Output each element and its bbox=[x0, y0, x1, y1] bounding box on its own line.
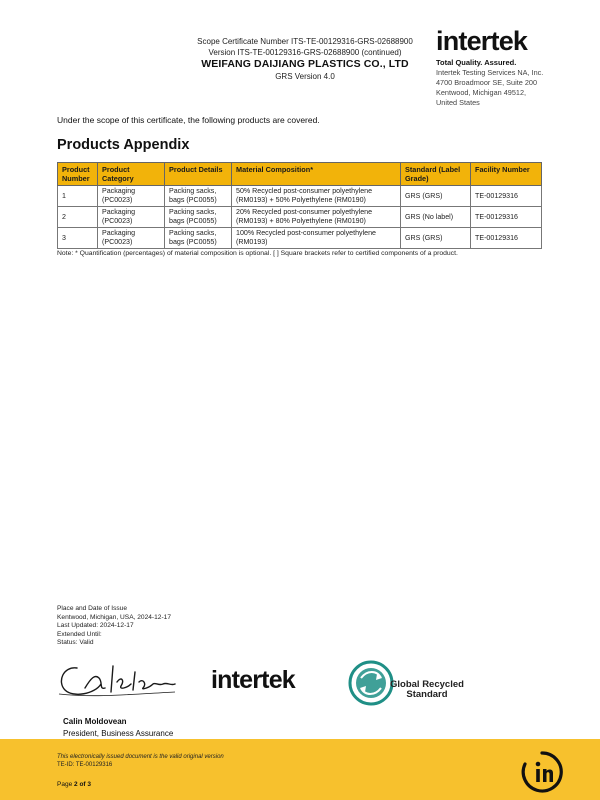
scope-certificate-number: Scope Certificate Number ITS-TE-00129316-GRS-02688900 bbox=[197, 37, 413, 46]
address-line-2: 4700 Broadmoor SE, Suite 200 bbox=[436, 78, 538, 87]
electronic-document-notice: This electronically issued document is the valid original version bbox=[57, 754, 224, 760]
grs-logo-text bbox=[390, 680, 464, 699]
table-row bbox=[58, 186, 542, 207]
cell-facility-number: TE-00129316 bbox=[471, 228, 542, 249]
page-title: Products Appendix bbox=[57, 137, 190, 153]
grs-logo-line-2: Standard bbox=[406, 688, 448, 700]
te-id: TE-ID: TE-00129316 bbox=[57, 762, 113, 768]
status: Status: Valid bbox=[57, 639, 94, 646]
intertek-header-logo bbox=[436, 26, 576, 108]
table-header-row bbox=[58, 163, 542, 186]
address-line-1: Intertek Testing Services NA, Inc. bbox=[436, 68, 544, 77]
cell-material-composition: 100% Recycled post-consumer polyethylene (RM0193) bbox=[232, 228, 401, 249]
company-name: WEIFANG DAIJIANG PLASTICS CO., LTD bbox=[201, 58, 409, 70]
page-current: 2 bbox=[74, 781, 78, 788]
cell-standard: GRS (No label) bbox=[401, 207, 471, 228]
cell-product-number: 3 bbox=[58, 228, 98, 249]
products-table bbox=[57, 162, 542, 249]
issue-info bbox=[57, 605, 171, 648]
column-header-material-composition: Material Composition* bbox=[232, 163, 401, 186]
cell-facility-number: TE-00129316 bbox=[471, 186, 542, 207]
page-prefix: Page bbox=[57, 781, 73, 788]
cell-product-number: 1 bbox=[58, 186, 98, 207]
cell-product-number: 2 bbox=[58, 207, 98, 228]
extended-until: Extended Until: bbox=[57, 630, 102, 638]
intro-text: Under the scope of this certificate, the following products are covered. bbox=[57, 115, 320, 125]
place-date-value: Kentwood, Michigan, USA, 2024-12-17 bbox=[57, 613, 171, 621]
column-header-facility-number: Facility Number bbox=[471, 163, 542, 186]
column-header-product-number: Product Number bbox=[58, 163, 98, 186]
column-header-product-details: Product Details bbox=[165, 163, 232, 186]
place-date-label: Place and Date of Issue bbox=[57, 605, 128, 612]
last-updated: Last Updated: 2024-12-17 bbox=[57, 622, 134, 629]
intertek-footer-logo: intertek bbox=[211, 666, 295, 694]
page-of: of bbox=[79, 781, 86, 788]
composition-note: Note: * Quantification (percentages) of material composition is optional. [ ] Square brackets refer to certified components of a product. bbox=[57, 250, 458, 257]
address-line-3: Kentwood, Michigan 49512, bbox=[436, 88, 527, 97]
footer-band bbox=[0, 739, 600, 800]
intertek-logo-text: intertek bbox=[436, 26, 528, 56]
table-row bbox=[58, 207, 542, 228]
cell-product-category: Packaging (PC0023) bbox=[98, 228, 165, 249]
cell-standard: GRS (GRS) bbox=[401, 228, 471, 249]
table-row bbox=[58, 228, 542, 249]
signature-image bbox=[55, 658, 180, 704]
page-total: 3 bbox=[87, 781, 92, 788]
signer-name: Calin Moldovean bbox=[63, 717, 127, 726]
certificate-version: Version ITS-TE-00129316-GRS-02688900 (continued) bbox=[208, 48, 402, 57]
grs-version: GRS Version 4.0 bbox=[275, 72, 335, 81]
intertek-in-badge-icon bbox=[520, 750, 564, 794]
cell-facility-number: TE-00129316 bbox=[471, 207, 542, 228]
intertek-tagline: Total Quality. Assured. bbox=[436, 58, 517, 67]
cell-product-category: Packaging (PC0023) bbox=[98, 207, 165, 228]
column-header-standard: Standard (Label Grade) bbox=[401, 163, 471, 186]
signer-title: President, Business Assurance bbox=[63, 729, 174, 738]
cell-standard: GRS (GRS) bbox=[401, 186, 471, 207]
column-header-product-category: Product Category bbox=[98, 163, 165, 186]
address-line-4: United States bbox=[436, 98, 480, 107]
grs-logo-line-1: Global Recycled bbox=[390, 679, 464, 690]
cell-product-category: Packaging (PC0023) bbox=[98, 186, 165, 207]
cell-product-details: Packing sacks, bags (PC0055) bbox=[165, 228, 232, 249]
page-indicator bbox=[57, 781, 91, 788]
certificate-header bbox=[140, 36, 470, 82]
cell-product-details: Packing sacks, bags (PC0055) bbox=[165, 207, 232, 228]
cell-material-composition: 50% Recycled post-consumer polyethylene (RM0193) + 50% Polyethylene (RM0190) bbox=[232, 186, 401, 207]
cell-material-composition: 20% Recycled post-consumer polyethylene (RM0193) + 80% Polyethylene (RM0190) bbox=[232, 207, 401, 228]
cell-product-details: Packing sacks, bags (PC0055) bbox=[165, 186, 232, 207]
